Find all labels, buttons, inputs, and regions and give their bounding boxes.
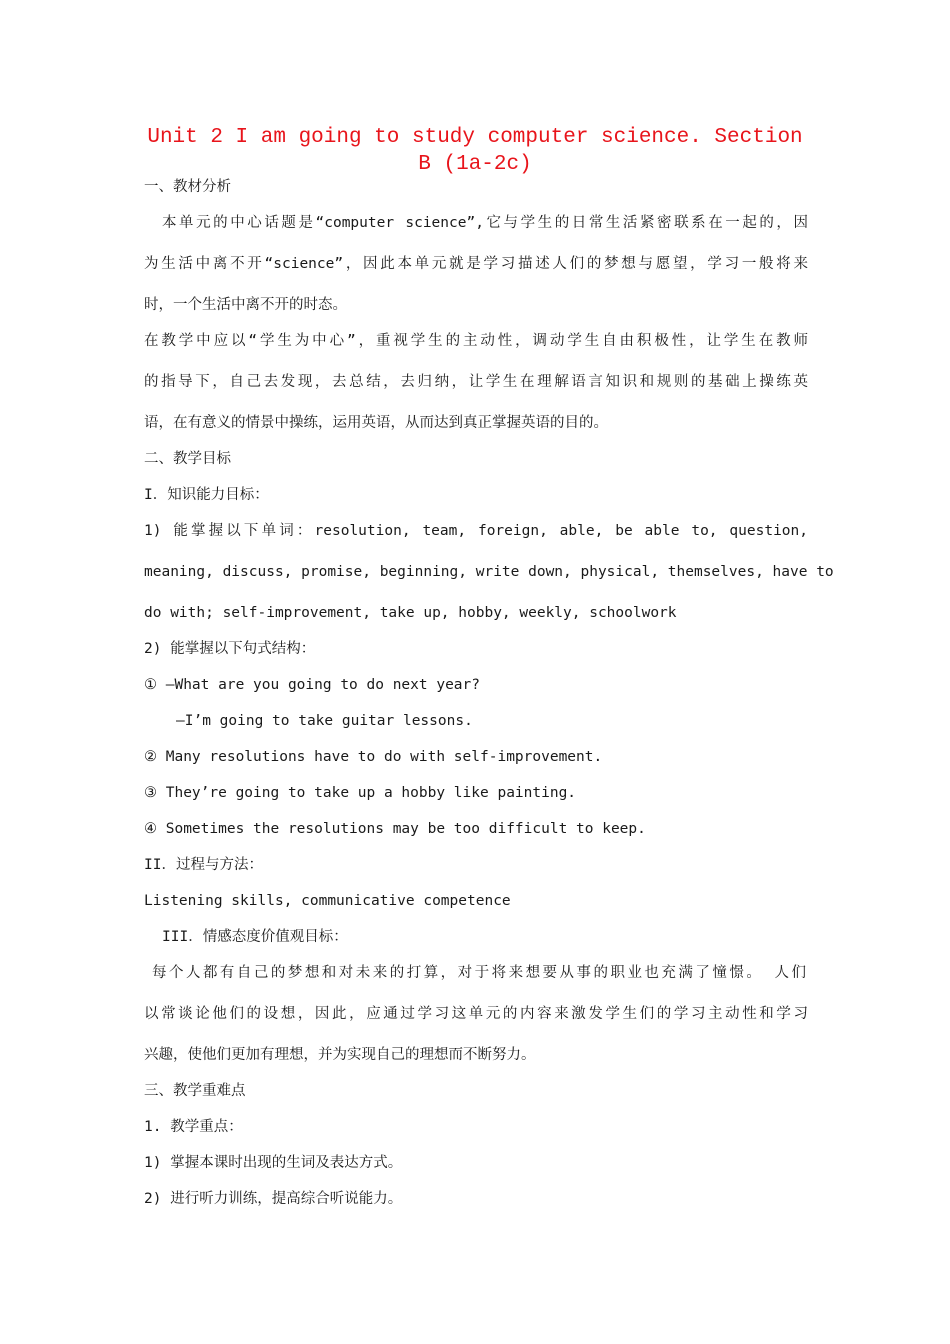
vocabulary-line: do with; self-improvement, take up, hobby, weekly, schoolwork [144,605,677,621]
section-heading-analysis: 一、教材分析 [144,179,231,195]
paragraph-line: Listening skills, communicative competence [144,893,511,909]
document-title: Unit 2 I am going to study computer science. Section B (1a-2c) [147,126,803,176]
sentence-item: ④ Sometimes the resolutions may be too difficult to keep. [144,821,646,837]
subheading-knowledge: I．知识能力目标： [144,487,269,503]
subheading-focus: 1. 教学重点： [144,1119,243,1135]
vocabulary-line: meaning, discuss, promise, beginning, write down, physical, themselves, have to [144,564,834,580]
paragraph-line: 的指导下，自己去发现，去总结，去归纳，让学生在理解语言知识和规则的基础上操练英 [144,374,808,390]
paragraph-line: 每个人都有自己的梦想和对未来的打算，对于将来想要从事的职业也充满了憧憬。 人们 [152,965,806,981]
sentence-item: ② Many resolutions have to do with self-improvement. [144,749,603,765]
paragraph-line: 本单元的中心话题是“computer science”,它与学生的日常生活紧密联系在一起的，因 [162,215,808,231]
list-item: 1) 掌握本课时出现的生词及表达方式。 [144,1155,403,1171]
paragraph-line: 为生活中离不开“science”，因此本单元就是学习描述人们的梦想与愿望，学习一般将来 [144,256,808,272]
subheading-process: II．过程与方法： [144,857,263,873]
paragraph-line: 以常谈论他们的设想，因此，应通过学习这单元的内容来激发学生们的学习主动性和学习 [144,1006,808,1022]
list-item: 2) 进行听力训练，提高综合听说能力。 [144,1191,403,1207]
sentence-heading: 2) 能掌握以下句式结构： [144,641,316,657]
sentence-item: ③ They’re going to take up a hobby like painting. [144,785,577,801]
vocabulary-line: 1) 能掌握以下单词：resolution, team, foreign, able, be able to, question, [144,523,808,539]
paragraph-line: 兴趣，使他们更加有理想，并为实现自己的理想而不断努力。 [144,1047,536,1063]
paragraph-line: 语，在有意义的情景中操练，运用英语，从而达到真正掌握英语的目的。 [144,415,608,431]
section-heading-keypoints: 三、教学重难点 [144,1083,246,1099]
paragraph-line: 时，一个生活中离不开的时态。 [144,297,347,313]
paragraph-line: 在教学中应以“学生为中心”，重视学生的主动性，调动学生自由积极性，让学生在教师 [144,333,808,349]
sentence-item: —I’m going to take guitar lessons. [176,713,473,729]
section-heading-objectives: 二、教学目标 [144,451,231,467]
subheading-attitude: III．情感态度价值观目标： [162,929,348,945]
sentence-item: ① —What are you going to do next year? [144,677,480,693]
